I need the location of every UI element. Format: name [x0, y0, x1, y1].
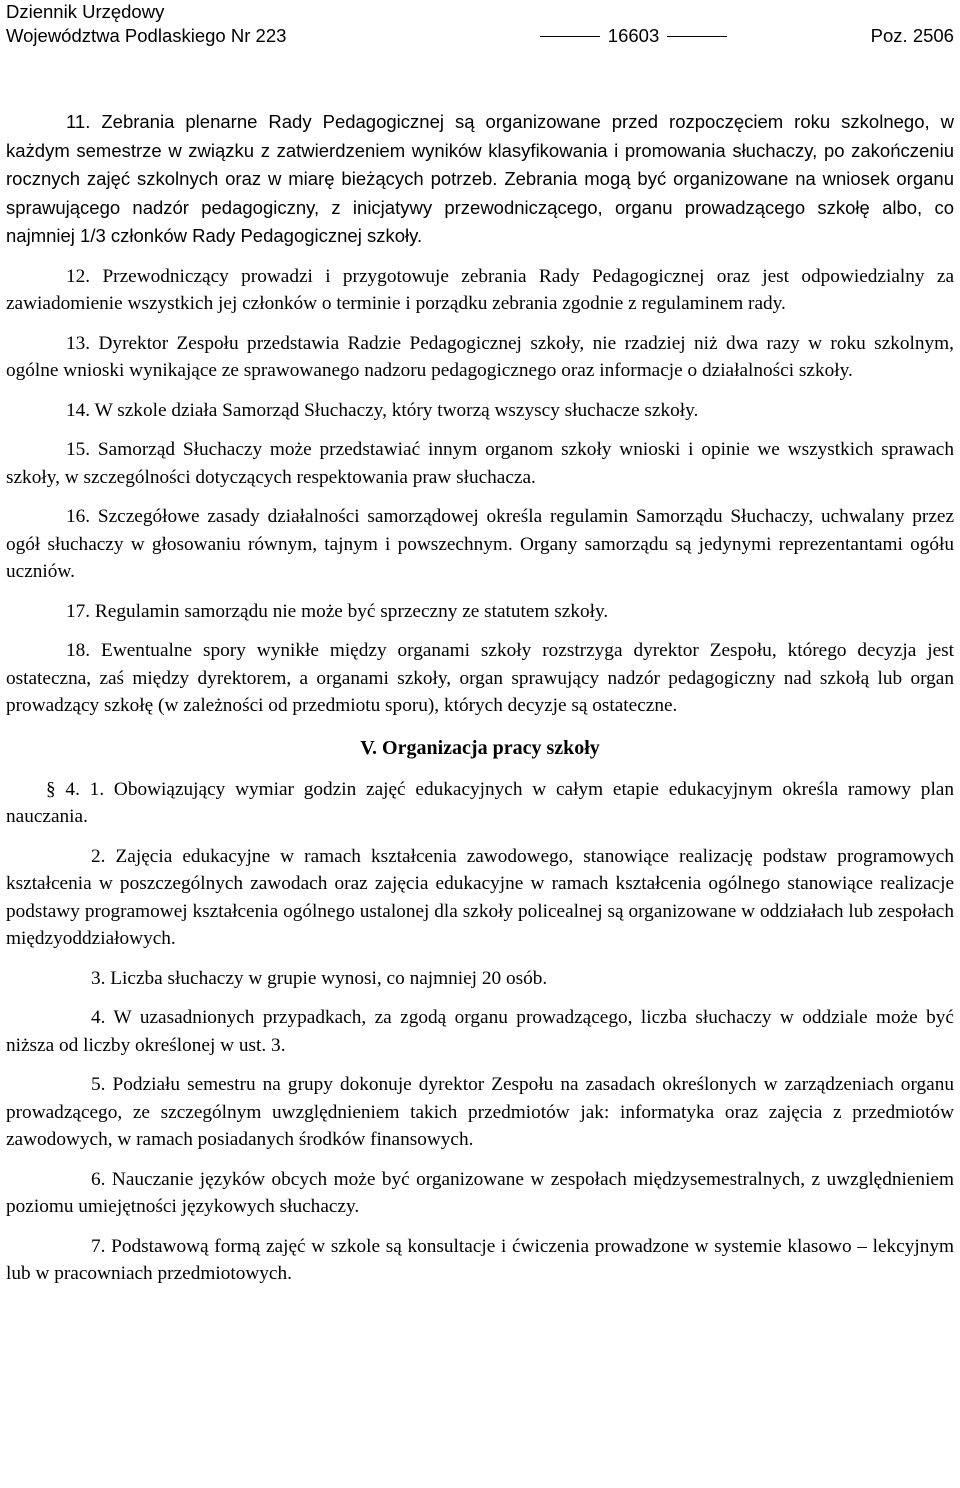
paragraph-14: 14. W szkole działa Samorząd Słuchaczy, który tworzą wszyscy słuchacze szkoły. — [66, 399, 699, 421]
paragraph-11 — [6, 108, 954, 251]
section-4-point-3: 3. Liczba słuchaczy w grupie wynosi, co najmniej 20 osób. — [91, 967, 548, 989]
section-4-point-4: 4. W uzasadnionych przypadkach, za zgodą organu prowadzącego, liczba słuchaczy w oddziale może być niższa od liczby określonej w ust. 3. — [6, 1007, 954, 1056]
section-title: V. Organizacja pracy szkoły — [360, 736, 600, 759]
paragraph-11-part-b: Zebrania mogą być organizowane na wniosek organu sprawującego nadzór pedagogiczny, z inicjatywy przewodniczącego, organu prowadzącego szkołę albo, co najmniej 1/3 członków Rady Pedagogicznej szkoły. — [6, 168, 954, 246]
section-4-point-7: 7. Podstawową formą zajęć w szkole są konsultacje i ćwiczenia prowadzone w systemie klasowo – lekcyjnym lub w pracowniach przedmiotowych. — [6, 1235, 954, 1284]
page-number-group — [540, 24, 727, 48]
page-header — [6, 0, 954, 48]
journal-subtitle: Województwa Podlaskiego Nr 223 — [6, 25, 287, 46]
paragraph-15: 15. Samorząd Słuchaczy może przedstawiać innym organom szkoły wnioski i opinie we wszystkich sprawach szkoły, w szczególności dotyczących respektowania praw słuchacza. — [6, 439, 954, 488]
paragraph-18: 18. Ewentualne spory wynikłe między organami szkoły rozstrzyga dyrektor Zespołu, którego decyzja jest ostateczna, zaś między dyrektorem, a organami szkoły, organ sprawujący nadzór pedagogiczny nad szkołą lub organ prowadzący szkołę (w zależności od przedmiotu sporu), których decyzje są ostateczne. — [6, 640, 954, 716]
journal-title: Dziennik Urzędowy — [6, 1, 165, 22]
section-4-point-2: 2. Zajęcia edukacyjne w ramach kształcenia zawodowego, stanowiące realizację podstaw programowych kształcenia w poszczególnych zawodach oraz zajęcia edukacyjne w ramach kształcenia ogólnego stanowiące realizacje podstawy programowej kształcenia ogólnego ustalonej dla szkoły policealnej są organizowane w oddziałach lub zespołach międzyoddziałowych. — [6, 845, 954, 949]
position-number: Poz. 2506 — [870, 25, 954, 46]
paragraph-12: 12. Przewodniczący prowadzi i przygotowuje zebrania Rady Pedagogicznej oraz jest odpowiedzialny za zawiadomienie wszystkich jej członków o terminie i porządku zebrania zgodnie z regulaminem rady. — [6, 265, 954, 314]
paragraph-16: 16. Szczegółowe zasady działalności samorządowej określa regulamin Samorządu Słuchaczy, uchwalany przez ogół słuchaczy w głosowaniu równym, tajnym i powszechnym. Organy samorządu są jedynymi reprezentantami ogółu uczniów. — [6, 506, 954, 582]
paragraph-11-part-a: 11. Zebrania plenarne Rady Pedagogicznej są organizowane przed rozpoczęciem roku szkolnego, w każdym semestrze w związku z zatwierdzeniem wyników klasyfikowania i promowania słuchaczy, po zakończeniu rocznych zajęć szkolnych oraz w miarę bieżących potrzeb. — [6, 111, 954, 189]
page-number-dash-left — [540, 36, 600, 37]
section-4-point-6: 6. Nauczanie języków obcych może być organizowane w zespołach międzysemestralnych, z uwzględnieniem poziomu umiejętności językowych słuchaczy. — [6, 1168, 954, 1217]
page-number-dash-right — [667, 36, 727, 37]
page-number: 16603 — [607, 25, 660, 46]
paragraph-13: 13. Dyrektor Zespołu przedstawia Radzie Pedagogicznej szkoły, nie rzadziej niż dwa razy w roku szkolnym, ogólne wnioski wynikające ze sprawowanego nadzoru pedagogicznego oraz informacje o działalności szkoły. — [6, 332, 954, 381]
document-body — [6, 108, 954, 1288]
paragraph-17: 17. Regulamin samorządu nie może być sprzeczny ze statutem szkoły. — [66, 600, 609, 622]
header-row — [6, 24, 954, 48]
section-4-point-5: 5. Podziału semestru na grupy dokonuje dyrektor Zespołu na zasadach określonych w zarządzeniach organu prowadzącego, ze szczególnym uwzględnieniem takich przedmiotów jak: informatyka oraz zajęcia z przedmiotów zawodowych, w ramach posiadanych środków finansowych. — [6, 1074, 954, 1150]
section-4-point-1: § 4. 1. Obowiązujący wymiar godzin zajęć edukacyjnych w całym etapie edukacyjnym określa ramowy plan nauczania. — [6, 778, 954, 827]
